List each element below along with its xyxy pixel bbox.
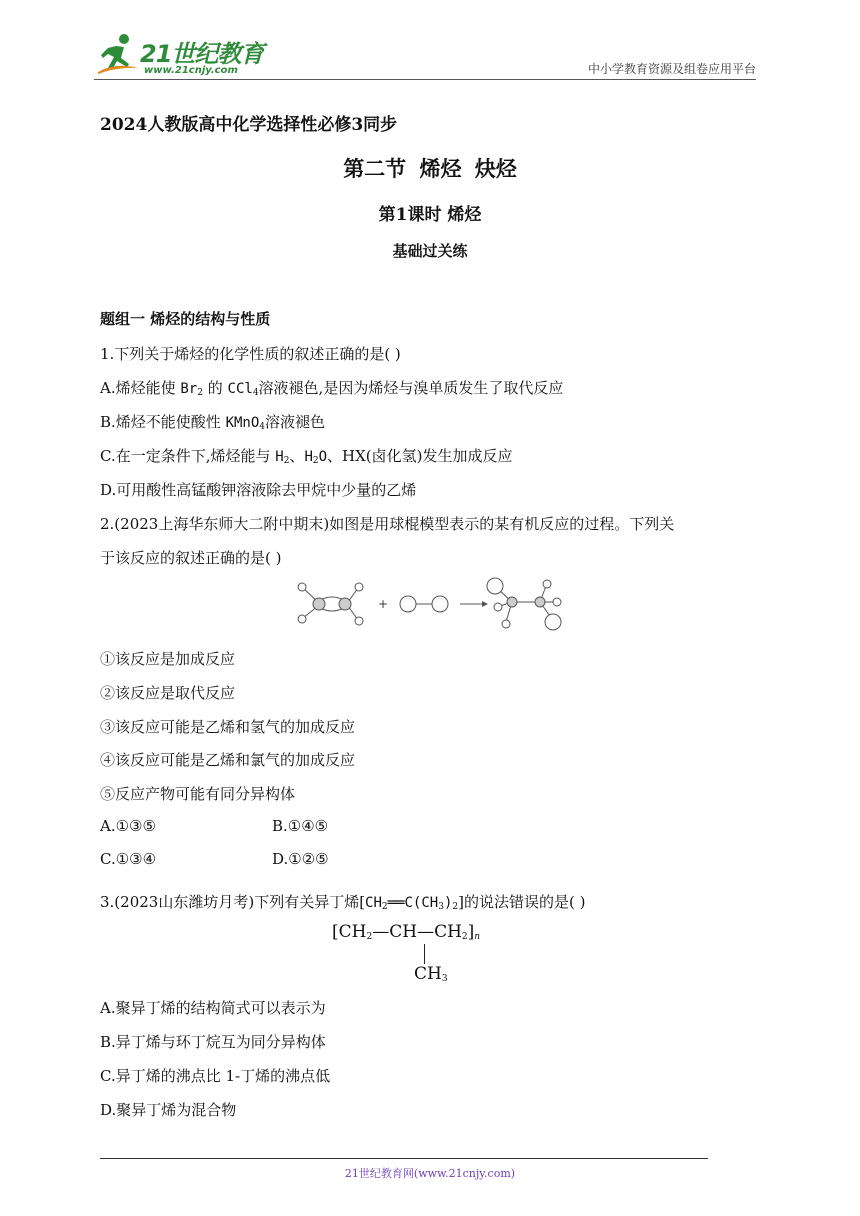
q3-formula-double-bond: ══ xyxy=(387,895,405,911)
q1-c-post: 、HX(卤化氢)发生加成反应 xyxy=(327,447,513,465)
ball-stick-reaction-diagram xyxy=(290,574,570,634)
q1-option-b xyxy=(100,411,325,432)
polymer-ch2-right-sub: 2 xyxy=(461,932,468,942)
polymer-vertical-bond xyxy=(424,944,425,964)
q3-option-a: A.聚异丁烯的结构简式可以表示为 xyxy=(100,999,326,1017)
q3-formula-end: ) xyxy=(443,895,453,911)
q1-a-mid: 的 xyxy=(202,379,228,397)
h-atom-2 xyxy=(298,615,306,623)
c-atom-1 xyxy=(313,598,325,610)
lesson-title: 第1课时 烯烃 xyxy=(378,205,482,225)
polymer-n: n xyxy=(474,932,481,942)
q1-a-text: A.烯烃能使 xyxy=(100,379,181,397)
platform-name: 中小学教育资源及组卷应用平台 xyxy=(587,62,756,76)
q3-option-b: B.异丁烯与环丁烷互为同分异构体 xyxy=(100,1033,326,1051)
h-atom-1 xyxy=(298,583,306,591)
q3-formula-ch2-sub: 2 xyxy=(381,902,388,912)
q1-b-post: 溶液褪色 xyxy=(265,413,326,431)
polymer-bond-1: — xyxy=(372,922,390,942)
q3-formula-c: C(CH xyxy=(404,895,439,911)
q1-option-a xyxy=(100,377,563,398)
polymer-ch2-right: CH xyxy=(434,922,462,942)
product-c-atom-2 xyxy=(535,597,545,607)
polymer-ch: CH xyxy=(389,922,418,942)
q2-stem-line1: 2.(2023上海华东师大二附中期末)如图是用球棍模型表示的某有机反应的过程。下列关 xyxy=(100,515,675,533)
site-logo[interactable] xyxy=(94,32,264,80)
q3-stem-pre: 3.(2023山东潍坊月考)下列有关异丁烯[ xyxy=(100,893,366,911)
q2-option-a: A.①③⑤ xyxy=(100,817,156,835)
logo-text: 21世纪教育 xyxy=(140,40,264,68)
polymer-ch3: CH xyxy=(414,964,442,984)
q2-stem-line2: 于该反应的叙述正确的是( ) xyxy=(100,549,282,567)
footer-link[interactable]: 21世纪教育网(www.21cnjy.com) xyxy=(344,1167,516,1180)
q2-statement-1: ①该反应是加成反应 xyxy=(100,650,236,668)
polymer-ch2-left-sub: 2 xyxy=(366,932,373,942)
q1-option-d: D.可用酸性高锰酸钾溶液除去甲烷中少量的乙烯 xyxy=(100,481,417,499)
q2-statement-5: ⑤反应产物可能有同分异构体 xyxy=(100,785,296,803)
q3-stem xyxy=(100,891,585,912)
polymer-open-bracket: [ xyxy=(332,922,339,942)
polymer-ch2-left: CH xyxy=(338,922,367,942)
q2-option-c: C.①③④ xyxy=(100,850,157,868)
h-atom-3 xyxy=(355,583,363,591)
q3-formula-ch2: CH xyxy=(365,895,382,911)
polymer-structure xyxy=(332,922,532,990)
q1-c-h2o-h: H xyxy=(304,449,313,465)
plus-sign: + xyxy=(378,597,389,611)
q1-b-kmno: KMnO xyxy=(225,415,260,431)
product-h-atom-1 xyxy=(494,603,502,611)
q1-option-c xyxy=(100,445,513,466)
q1-a-br: Br xyxy=(180,381,198,397)
logo-url: www.21cnjy.com xyxy=(144,65,238,76)
product-h-atom-4 xyxy=(553,598,561,606)
arrow-icon xyxy=(482,601,488,607)
q2-statement-4: ④该反应可能是乙烯和氯气的加成反应 xyxy=(100,751,356,769)
product-h-atom-3 xyxy=(543,580,551,588)
q1-a-post: 溶液褪色,是因为烯烃与溴单质发生了取代反应 xyxy=(258,379,564,397)
group-title: 题组一 烯烃的结构与性质 xyxy=(100,310,271,328)
product-x-atom-2 xyxy=(545,614,561,630)
section-title: 第二节 烯烃 炔烃 xyxy=(343,156,517,181)
q1-a-ccl-sub: 4 xyxy=(252,388,259,398)
q3-formula-c-sub: 3 xyxy=(438,902,444,912)
c-atom-2 xyxy=(339,598,351,610)
product-c-atom-1 xyxy=(507,597,517,607)
q1-c-sep: 、 xyxy=(289,447,305,465)
q1-c-h2o-sub: 2 xyxy=(312,456,319,466)
q1-c-h: H xyxy=(275,449,284,465)
q1-c-h2o-o: O xyxy=(318,449,328,465)
product-x-atom-1 xyxy=(487,578,503,594)
q3-formula-end-sub: 2 xyxy=(452,902,459,912)
runner-logo-icon xyxy=(94,32,140,78)
q1-a-br-sub: 2 xyxy=(197,388,203,398)
q2-statement-3: ③该反应可能是乙烯和氢气的加成反应 xyxy=(100,718,356,736)
q2-option-b: B.①④⑤ xyxy=(272,817,329,835)
header-divider xyxy=(94,79,756,80)
polymer-ch3-sub: 3 xyxy=(441,974,448,984)
q1-b-kmno-sub: 4 xyxy=(259,422,266,432)
x-atom-1 xyxy=(400,596,416,612)
polymer-bond-2: — xyxy=(417,922,435,942)
x-atom-2 xyxy=(432,596,448,612)
polymer-close-bracket: ] xyxy=(467,922,475,942)
product-h-atom-2 xyxy=(502,620,510,628)
exercise-title: 基础过关练 xyxy=(392,242,468,260)
footer-divider xyxy=(100,1158,708,1159)
q1-c-text: C.在一定条件下,烯烃能与 xyxy=(100,447,276,465)
q2-option-d: D.①②⑤ xyxy=(272,850,329,868)
q3-option-d: D.聚异丁烯为混合物 xyxy=(100,1101,237,1119)
q1-stem: 1.下列关于烯烃的化学性质的叙述正确的是( ) xyxy=(100,345,401,363)
q2-statement-2: ②该反应是取代反应 xyxy=(100,684,236,702)
document-subtitle: 2024人教版高中化学选择性必修3同步 xyxy=(100,115,398,135)
q3-option-c: C.异丁烯的沸点比 1-丁烯的沸点低 xyxy=(100,1067,331,1085)
q1-b-text: B.烯烃不能使酸性 xyxy=(100,413,226,431)
q1-a-ccl: CCl xyxy=(227,381,253,397)
h-atom-4 xyxy=(355,617,363,625)
q3-stem-post: ]的说法错误的是( ) xyxy=(458,893,586,911)
q1-c-h-sub: 2 xyxy=(283,456,290,466)
